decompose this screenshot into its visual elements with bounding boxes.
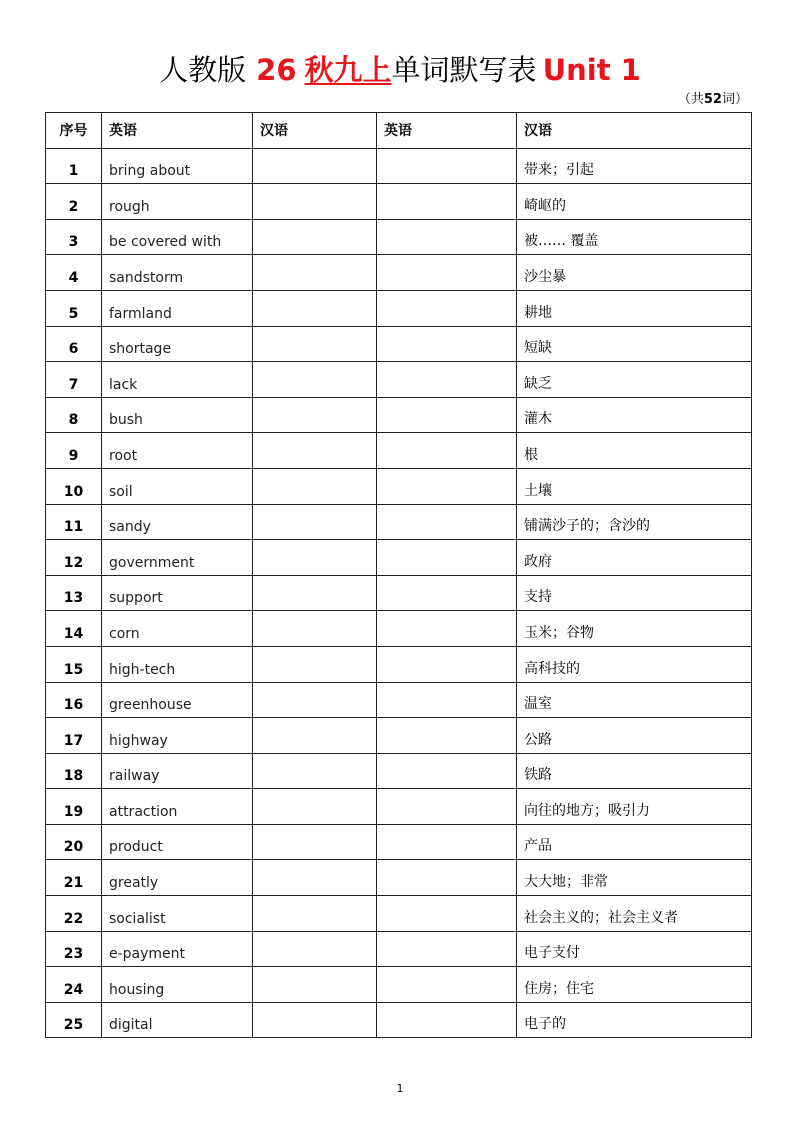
chinese-meaning: 根 xyxy=(517,433,752,469)
english-word: housing xyxy=(102,967,253,1003)
chinese-meaning: 支持 xyxy=(517,575,752,611)
chinese-blank[interactable] xyxy=(253,967,377,1003)
header-english-2: 英语 xyxy=(377,113,517,149)
chinese-blank[interactable] xyxy=(253,575,377,611)
english-blank[interactable] xyxy=(377,468,517,504)
english-word: socialist xyxy=(102,896,253,932)
chinese-meaning: 电子支付 xyxy=(517,931,752,967)
english-word: highway xyxy=(102,718,253,754)
english-blank[interactable] xyxy=(377,931,517,967)
chinese-meaning: 灌木 xyxy=(517,397,752,433)
english-blank[interactable] xyxy=(377,255,517,291)
chinese-meaning: 铁路 xyxy=(517,753,752,789)
english-word: high-tech xyxy=(102,646,253,682)
english-word: lack xyxy=(102,362,253,398)
english-word: be covered with xyxy=(102,219,253,255)
english-word: greatly xyxy=(102,860,253,896)
header-english-1: 英语 xyxy=(102,113,253,149)
table-body xyxy=(46,148,752,1038)
row-number: 12 xyxy=(46,540,102,576)
table-row xyxy=(46,789,752,825)
table-row xyxy=(46,896,752,932)
table-row xyxy=(46,468,752,504)
chinese-blank[interactable] xyxy=(253,184,377,220)
english-word: attraction xyxy=(102,789,253,825)
english-word: support xyxy=(102,575,253,611)
chinese-blank[interactable] xyxy=(253,789,377,825)
word-count-number: 52 xyxy=(703,92,722,107)
chinese-meaning: 产品 xyxy=(517,824,752,860)
english-blank[interactable] xyxy=(377,860,517,896)
table-row xyxy=(46,148,752,184)
table-row xyxy=(46,540,752,576)
table-row xyxy=(46,255,752,291)
english-blank[interactable] xyxy=(377,824,517,860)
chinese-meaning: 温室 xyxy=(517,682,752,718)
table-row xyxy=(46,967,752,1003)
row-number: 3 xyxy=(46,219,102,255)
table-header-row xyxy=(46,113,752,149)
table-row xyxy=(46,362,752,398)
english-blank[interactable] xyxy=(377,504,517,540)
row-number: 6 xyxy=(46,326,102,362)
row-number: 9 xyxy=(46,433,102,469)
english-word: railway xyxy=(102,753,253,789)
english-word: farmland xyxy=(102,290,253,326)
chinese-blank[interactable] xyxy=(253,219,377,255)
english-word: digital xyxy=(102,1002,253,1038)
chinese-meaning: 土壤 xyxy=(517,468,752,504)
chinese-blank[interactable] xyxy=(253,682,377,718)
row-number: 16 xyxy=(46,682,102,718)
table-row xyxy=(46,326,752,362)
english-blank[interactable] xyxy=(377,148,517,184)
chinese-blank[interactable] xyxy=(253,326,377,362)
row-number: 1 xyxy=(46,148,102,184)
chinese-meaning: 电子的 xyxy=(517,1002,752,1038)
chinese-meaning: 被…… 覆盖 xyxy=(517,219,752,255)
table-row xyxy=(46,184,752,220)
english-word: shortage xyxy=(102,326,253,362)
chinese-meaning: 缺乏 xyxy=(517,362,752,398)
row-number: 5 xyxy=(46,290,102,326)
row-number: 7 xyxy=(46,362,102,398)
row-number: 8 xyxy=(46,397,102,433)
title-term: 秋九上 xyxy=(304,53,392,87)
english-blank[interactable] xyxy=(377,184,517,220)
chinese-meaning: 住房；住宅 xyxy=(517,967,752,1003)
english-word: government xyxy=(102,540,253,576)
row-number: 22 xyxy=(46,896,102,932)
english-blank[interactable] xyxy=(377,1002,517,1038)
chinese-blank[interactable] xyxy=(253,646,377,682)
chinese-meaning: 公路 xyxy=(517,718,752,754)
header-chinese-1: 汉语 xyxy=(253,113,377,149)
table-row xyxy=(46,646,752,682)
table-row xyxy=(46,611,752,647)
table-row xyxy=(46,931,752,967)
row-number: 2 xyxy=(46,184,102,220)
chinese-blank[interactable] xyxy=(253,468,377,504)
chinese-blank[interactable] xyxy=(253,433,377,469)
chinese-blank[interactable] xyxy=(253,255,377,291)
english-word: e-payment xyxy=(102,931,253,967)
table-row xyxy=(46,433,752,469)
english-blank[interactable] xyxy=(377,397,517,433)
chinese-blank[interactable] xyxy=(253,397,377,433)
row-number: 18 xyxy=(46,753,102,789)
row-number: 25 xyxy=(46,1002,102,1038)
title-year: 26 xyxy=(256,53,297,87)
english-blank[interactable] xyxy=(377,646,517,682)
chinese-blank[interactable] xyxy=(253,860,377,896)
english-blank[interactable] xyxy=(377,219,517,255)
header-chinese-2: 汉语 xyxy=(517,113,752,149)
row-number: 14 xyxy=(46,611,102,647)
english-blank[interactable] xyxy=(377,362,517,398)
row-number: 15 xyxy=(46,646,102,682)
row-number: 4 xyxy=(46,255,102,291)
chinese-blank[interactable] xyxy=(253,718,377,754)
table-row xyxy=(46,824,752,860)
english-blank[interactable] xyxy=(377,326,517,362)
row-number: 24 xyxy=(46,967,102,1003)
chinese-meaning: 耕地 xyxy=(517,290,752,326)
title-unit: Unit 1 xyxy=(542,53,641,87)
english-word: sandstorm xyxy=(102,255,253,291)
row-number: 17 xyxy=(46,718,102,754)
chinese-meaning: 带来；引起 xyxy=(517,148,752,184)
chinese-blank[interactable] xyxy=(253,753,377,789)
english-blank[interactable] xyxy=(377,433,517,469)
table-row xyxy=(46,753,752,789)
chinese-meaning: 崎岖的 xyxy=(517,184,752,220)
english-blank[interactable] xyxy=(377,575,517,611)
english-word: greenhouse xyxy=(102,682,253,718)
chinese-meaning: 玉米；谷物 xyxy=(517,611,752,647)
chinese-blank[interactable] xyxy=(253,824,377,860)
title-publisher: 人教版 xyxy=(159,53,247,87)
row-number: 19 xyxy=(46,789,102,825)
chinese-blank[interactable] xyxy=(253,148,377,184)
row-number: 10 xyxy=(46,468,102,504)
english-word: product xyxy=(102,824,253,860)
english-word: bring about xyxy=(102,148,253,184)
english-word: corn xyxy=(102,611,253,647)
english-blank[interactable] xyxy=(377,753,517,789)
page-title xyxy=(0,46,800,94)
word-count: （共52词） xyxy=(677,92,748,107)
row-number: 11 xyxy=(46,504,102,540)
chinese-meaning: 社会主义的；社会主义者 xyxy=(517,896,752,932)
table-row xyxy=(46,682,752,718)
row-number: 23 xyxy=(46,931,102,967)
chinese-blank[interactable] xyxy=(253,896,377,932)
english-blank[interactable] xyxy=(377,718,517,754)
table-row xyxy=(46,575,752,611)
chinese-blank[interactable] xyxy=(253,540,377,576)
english-word: sandy xyxy=(102,504,253,540)
english-blank[interactable] xyxy=(377,789,517,825)
table-row xyxy=(46,718,752,754)
english-word: bush xyxy=(102,397,253,433)
english-blank[interactable] xyxy=(377,290,517,326)
chinese-blank[interactable] xyxy=(253,362,377,398)
row-number: 21 xyxy=(46,860,102,896)
chinese-meaning: 政府 xyxy=(517,540,752,576)
chinese-meaning: 大大地；非常 xyxy=(517,860,752,896)
table-row xyxy=(46,504,752,540)
vocabulary-table xyxy=(45,112,752,1038)
title-subject: 单词默写表 xyxy=(391,53,537,87)
chinese-blank[interactable] xyxy=(253,290,377,326)
chinese-blank[interactable] xyxy=(253,611,377,647)
table-row xyxy=(46,1002,752,1038)
english-word: root xyxy=(102,433,253,469)
chinese-meaning: 向往的地方；吸引力 xyxy=(517,789,752,825)
table-row xyxy=(46,397,752,433)
english-blank[interactable] xyxy=(377,540,517,576)
page-number: 1 xyxy=(396,1082,404,1095)
chinese-meaning: 铺满沙子的；含沙的 xyxy=(517,504,752,540)
english-blank[interactable] xyxy=(377,896,517,932)
chinese-meaning: 高科技的 xyxy=(517,646,752,682)
table-row xyxy=(46,860,752,896)
english-blank[interactable] xyxy=(377,967,517,1003)
row-number: 13 xyxy=(46,575,102,611)
table-row xyxy=(46,219,752,255)
english-word: rough xyxy=(102,184,253,220)
chinese-blank[interactable] xyxy=(253,504,377,540)
row-number: 20 xyxy=(46,824,102,860)
english-blank[interactable] xyxy=(377,682,517,718)
chinese-blank[interactable] xyxy=(253,931,377,967)
chinese-meaning: 沙尘暴 xyxy=(517,255,752,291)
chinese-blank[interactable] xyxy=(253,1002,377,1038)
chinese-meaning: 短缺 xyxy=(517,326,752,362)
header-num: 序号 xyxy=(46,113,102,149)
english-blank[interactable] xyxy=(377,611,517,647)
table-row xyxy=(46,290,752,326)
english-word: soil xyxy=(102,468,253,504)
